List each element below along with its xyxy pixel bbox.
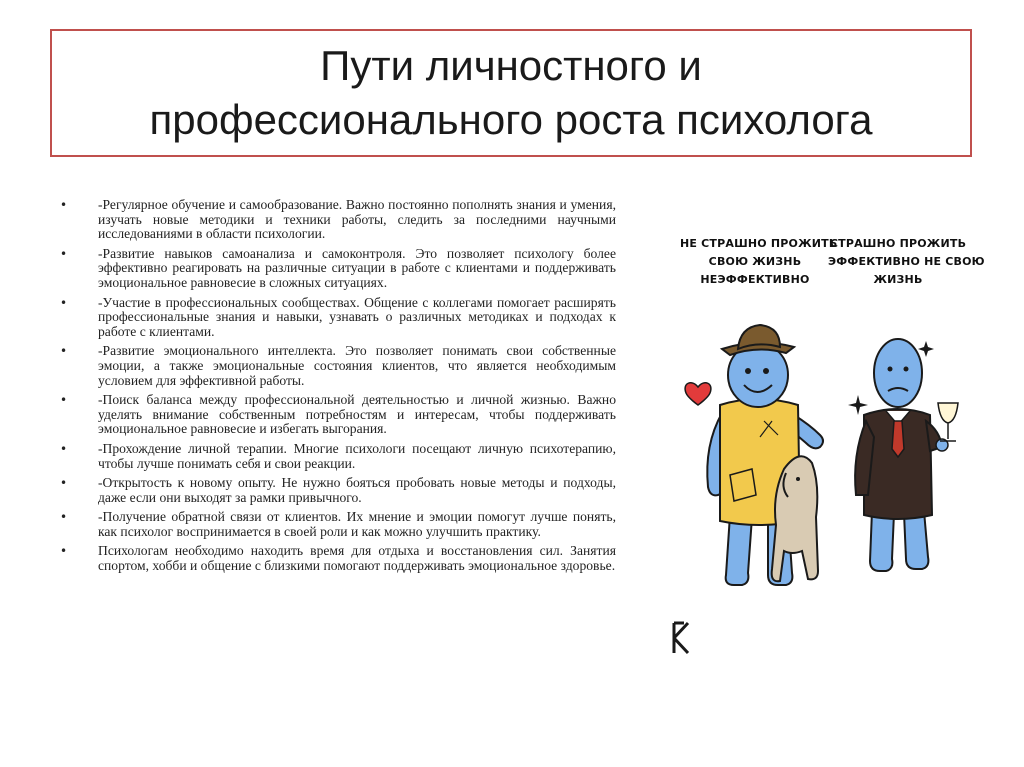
right-character-legs: [870, 511, 928, 571]
bullet-item: • -Прохождение личной терапии. Многие психологи посещают личную психотерапию, чтобы лучше понимать себя и свои реакции.: [60, 442, 616, 471]
bullet-item: • -Регулярное обучение и самообразование. Важно постоянно пополнять знания и умения, изучать новые методики и техники работы, следить за последними научными исследованиями в области психологии.: [60, 198, 616, 242]
bullet-item: • -Развитие эмоционального интеллекта. Это позволяет понимать свои собственные эмоции, а также эмоциональные состояния клиентов, что является необходимым условием для эффективной работы.: [60, 344, 616, 388]
wine-glass-icon: [938, 403, 958, 441]
dog-eye: [796, 477, 800, 481]
right-character-eye: [904, 367, 909, 372]
bullet-item: • -Участие в профессиональных сообществах. Общение с коллегами помогает расширять профессиональные знания и навыки, узнавать о различных методиках и подходах к работе с клиентами.: [60, 296, 616, 340]
right-character-head: [874, 339, 922, 407]
bullet-item: • -Открытость к новому опыту. Не нужно бояться пробовать новые методы и подходы, даже если они выходят за рамки привычного.: [60, 476, 616, 505]
left-character-eye: [745, 368, 751, 374]
sparkle-icon: [918, 341, 934, 357]
bullet-list: [60, 198, 616, 579]
caption-right-line: ЖИЗНЬ: [873, 273, 923, 286]
right-character-tie: [892, 421, 904, 457]
caption-left-line: СВОЮ ЖИЗНЬ: [708, 255, 802, 268]
bullet-item: • Психологам необходимо находить время для отдыха и восстановления сил. Занятия спортом, хобби и общение с близкими помогают поддерживать эмоциональное здоровье.: [60, 544, 616, 573]
sparkle-icon: [848, 395, 868, 415]
slide-title-line-2: профессионального роста психолога: [149, 96, 873, 143]
logo-icon: [674, 623, 688, 653]
right-character-eye: [888, 367, 893, 372]
bullet-item: • -Получение обратной связи от клиентов. Их мнение и эмоции помогут лучше понять, как психолог воспринимается в своей роли и как можно улучшить практику.: [60, 510, 616, 539]
left-character-eye: [763, 368, 769, 374]
comic-drawing: [660, 225, 985, 665]
caption-right-line: ЭФФЕКТИВНО НЕ СВОЮ: [828, 255, 985, 268]
caption-right-line: СТРАШНО ПРОЖИТЬ: [829, 237, 967, 250]
comic-illustration: [660, 225, 985, 665]
bullet-item: • -Поиск баланса между профессиональной деятельностью и личной жизнью. Важно уделять внимание собственным потребностям и интересам, чтобы поддерживать эмоциональное равновесие и избегать выгорания.: [60, 393, 616, 437]
left-character-hat-crown: [738, 325, 780, 349]
bullet-item: • -Развитие навыков самоанализа и самоконтроля. Это позволяет психологу более эффективно реагировать на различные ситуации в работе с клиентами и поддерживать эмоциональное равновесие в сложных ситуациях.: [60, 247, 616, 291]
caption-left-line: НЕ СТРАШНО ПРОЖИТЬ: [680, 237, 838, 250]
caption-left-line: НЕЭФФЕКТИВНО: [700, 273, 810, 286]
heart-icon: [685, 383, 711, 405]
slide-title-line-1: Пути личностного и: [320, 42, 702, 89]
slide-title-box: [50, 29, 972, 157]
